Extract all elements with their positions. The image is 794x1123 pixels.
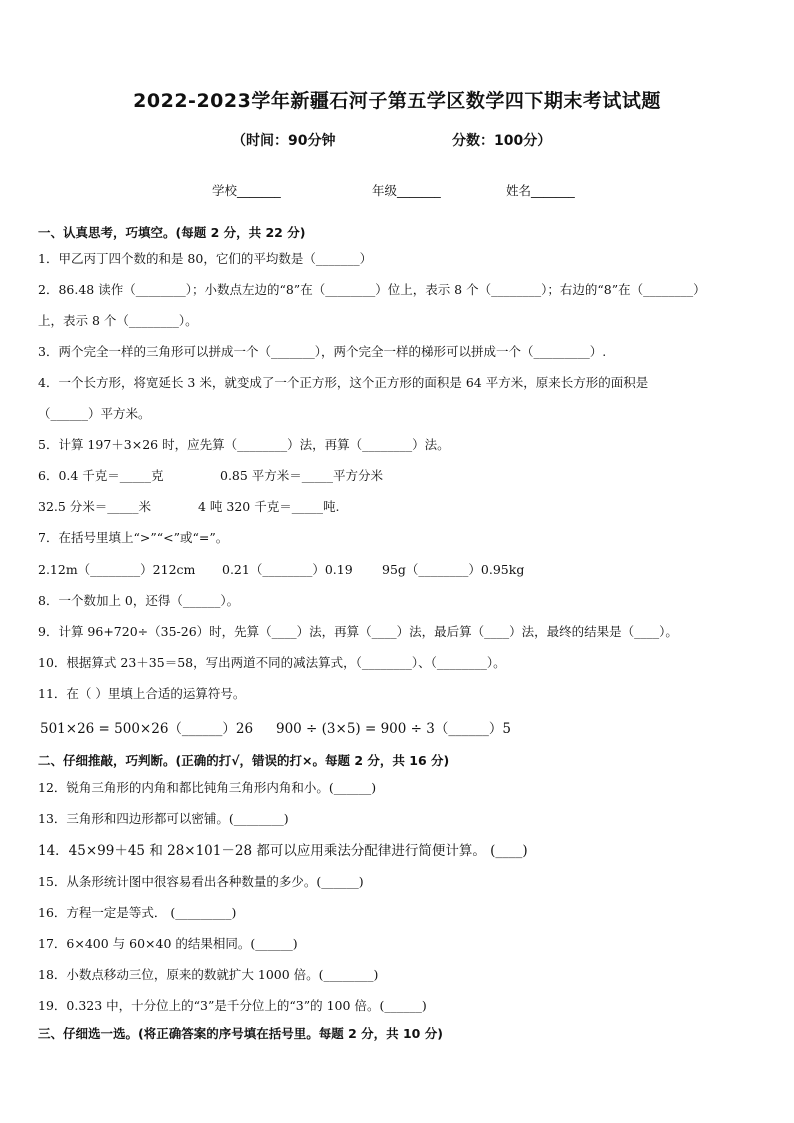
question-11a: 501×26 = 500×26（______）26 bbox=[40, 721, 254, 737]
exam-score: 分数：100分） bbox=[452, 133, 552, 149]
name-field: 姓名_______ bbox=[506, 183, 575, 198]
question-17: 17．6×400 与 60×40 的结果相同。(______) bbox=[38, 936, 298, 951]
question-16: 16．方程一定是等式． (_________) bbox=[38, 905, 237, 920]
question-5: 5．计算 197＋3×26 时，应先算（________）法，再算（________）法。 bbox=[38, 437, 450, 452]
question-6b: 0.85 平方米＝_____平方分米 bbox=[220, 468, 384, 483]
question-7b: 0.21（________）0.19 bbox=[222, 562, 353, 577]
school-field: 学校_______ bbox=[212, 183, 281, 198]
question-10: 10．根据算式 23＋35＝58，写出两道不同的减法算式，（________）、（________）。 bbox=[38, 655, 506, 670]
question-2-line-1: 2．86.48 读作（________）；小数点左边的“8”在（________）位上，表示 8 个（________）；右边的“8”在（________） bbox=[38, 282, 706, 297]
question-15: 15．从条形统计图中很容易看出各种数量的多少。(______) bbox=[38, 874, 364, 889]
question-9: 9．计算 96+720÷（35-26）时，先算（____）法，再算（____）法，最后算（____）法，最终的结果是（____）。 bbox=[38, 624, 678, 639]
question-12: 12．锐角三角形的内角和都比钝角三角形内角和小。(______) bbox=[38, 780, 377, 795]
section-1-heading: 一、认真思考，巧填空。(每题 2 分，共 22 分) bbox=[38, 225, 306, 240]
question-19: 19．0.323 中，十分位上的“3”是千分位上的“3”的 100 倍。(______) bbox=[38, 998, 427, 1013]
question-3: 3．两个完全一样的三角形可以拼成一个（_______），两个完全一样的梯形可以拼成一个（_________）. bbox=[38, 344, 607, 359]
question-14: 14．45×99＋45 和 28×101－28 都可以应用乘法分配律进行简便计算。 (____) bbox=[38, 843, 528, 859]
question-7c: 95g（________）0.95kg bbox=[382, 562, 525, 577]
question-6a: 6．0.4 千克＝_____克 bbox=[38, 468, 164, 483]
question-6c: 32.5 分米＝_____米 bbox=[38, 499, 152, 514]
question-7a: 2.12m（________）212cm bbox=[38, 562, 196, 577]
question-1: 1．甲乙丙丁四个数的和是 80，它们的平均数是（_______） bbox=[38, 251, 373, 266]
question-4-line-1: 4．一个长方形，将宽延长 3 米，就变成了一个正方形，这个正方形的面积是 64 平方米，原来长方形的面积是 bbox=[38, 375, 649, 390]
question-2-line-2: 上，表示 8 个（________）。 bbox=[38, 313, 198, 328]
section-3-heading: 三、仔细选一选。(将正确答案的序号填在括号里。每题 2 分，共 10 分) bbox=[38, 1026, 443, 1041]
question-7: 7．在括号里填上“>”“<”或“=”。 bbox=[38, 530, 229, 545]
exam-time: （时间：90分钟 bbox=[232, 133, 336, 149]
question-11b: 900 ÷ (3×5) = 900 ÷ 3（______）5 bbox=[276, 721, 511, 737]
question-18: 18．小数点移动三位，原来的数就扩大 1000 倍。(________) bbox=[38, 967, 379, 982]
question-4-line-2: （______）平方米。 bbox=[38, 406, 151, 421]
section-2-heading: 二、仔细推敲，巧判断。(正确的打√，错误的打×。每题 2 分，共 16 分) bbox=[38, 753, 450, 768]
question-13: 13．三角形和四边形都可以密铺。(________) bbox=[38, 811, 289, 826]
question-11: 11．在（ ）里填上合适的运算符号。 bbox=[38, 686, 246, 701]
question-6d: 4 吨 320 千克＝_____吨. bbox=[198, 499, 340, 514]
page-title: 2022-2023学年新疆石河子第五学区数学四下期末考试试题 bbox=[133, 90, 661, 112]
question-8: 8．一个数加上 0，还得（______）。 bbox=[38, 593, 240, 608]
grade-field: 年级_______ bbox=[372, 183, 441, 198]
